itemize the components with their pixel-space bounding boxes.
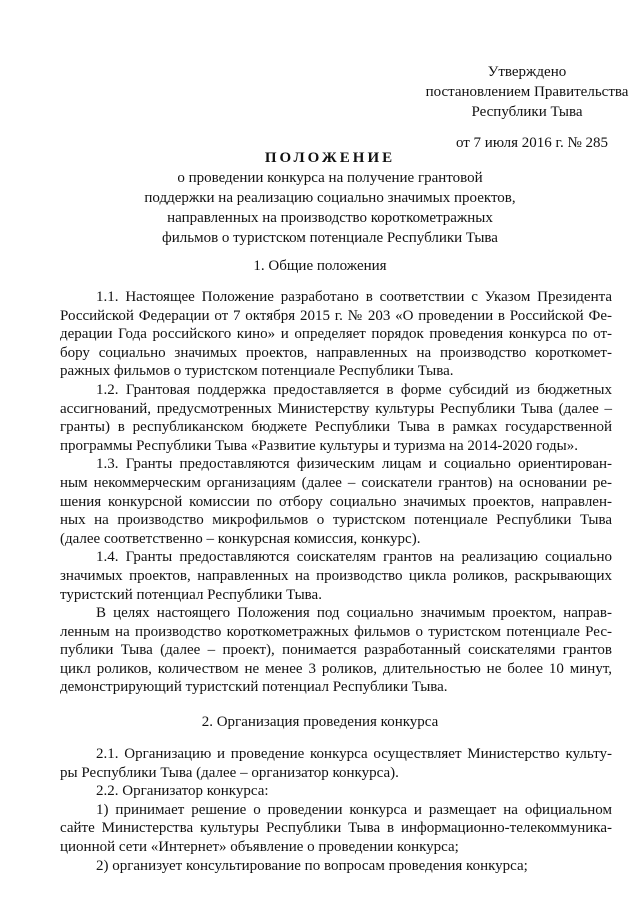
paragraph-line: ным некоммерческим организациям (далее – соискатели грантов) на основании ре- bbox=[60, 474, 612, 491]
paragraph-line: ленным на производство короткометражных фильмов о туристском потенциале Рес- bbox=[60, 623, 612, 640]
paragraph-line: ражных фильмов о туристском потенциале Республики Тыва. bbox=[60, 363, 454, 380]
paragraph-line: В целях настоящего Положения под социально значимым проектом, направ- bbox=[96, 605, 612, 622]
paragraph-line: дерации Года российского кино» и определяет порядок проведения конкурса по от- bbox=[60, 326, 612, 343]
paragraph-line: гранты) в республиканском бюджете Республики Тыва в рамках государственной bbox=[60, 419, 612, 436]
paragraph-line: значимых проектов, направленных на производство цикла роликов, раскрывающих bbox=[60, 567, 612, 584]
paragraph-line: 2) организует консультирование по вопросам проведения конкурса; bbox=[96, 857, 528, 874]
paragraph-line: туристский потенциал Республики Тыва. bbox=[60, 586, 322, 603]
subtitle-line: направленных на производство короткометражных bbox=[167, 210, 493, 226]
paragraph-line: 1.2. Грантовая поддержка предоставляется в форме субсидий из бюджетных bbox=[96, 381, 612, 398]
document-title-block bbox=[100, 148, 560, 248]
paragraph-line: 2.1. Организацию и проведение конкурса осуществляет Министерство культу- bbox=[96, 746, 612, 762]
paragraph-line: Российской Федерации от 7 октября 2015 г. № 203 «О проведении в Российской Фе- bbox=[60, 307, 612, 324]
paragraph-line: цикл роликов, количеством не менее 3 роликов, длительностью не более 10 минут, bbox=[60, 660, 612, 677]
section-1-heading: 1. Общие положения bbox=[253, 258, 387, 274]
paragraph-line: программы Республики Тыва «Развитие культуры и туризма на 2014-2020 годы». bbox=[60, 437, 578, 454]
paragraph-line: 1.1. Настоящее Положение разработано в соответствии с Указом Президента bbox=[96, 289, 612, 305]
paragraph-line: бору социально значимых проектов, направленных на производство короткомет- bbox=[60, 344, 612, 361]
document-subtitle bbox=[100, 168, 560, 248]
section-1-body bbox=[60, 288, 612, 697]
approval-line-approved: Утверждено bbox=[487, 64, 567, 80]
approval-line-republic: Республики Тыва bbox=[471, 104, 583, 120]
paragraph-line: (далее соответственно – конкурсная комиссия, конкурс). bbox=[60, 530, 421, 547]
section-2-body bbox=[60, 745, 612, 875]
paragraph-line: ционной сети «Интернет» объявление о проведении конкурса; bbox=[60, 838, 459, 855]
paragraph-line: публики Тыва (далее – проект), понимается разработанный соискателями грантов bbox=[60, 642, 612, 659]
paragraph-line: ных на производство микрофильмов о туристском потенциале Республики Тыва bbox=[60, 512, 612, 529]
approval-line-resolution: постановлением Правительства bbox=[425, 84, 629, 100]
paragraph-line: демонстрирующий туристский потенциал Республики Тыва. bbox=[60, 679, 448, 696]
subtitle-line: поддержки на реализацию социально значимых проектов, bbox=[144, 190, 516, 206]
subtitle-line: о проведении конкурса на получение грантовой bbox=[177, 170, 483, 186]
paragraph-line: ры Республики Тыва (далее – организатор конкурса). bbox=[60, 764, 399, 781]
paragraph-line: 1.4. Гранты предоставляются соискателям грантов на реализацию социально bbox=[96, 549, 612, 566]
subtitle-line: фильмов о туристском потенциале Республики Тыва bbox=[162, 230, 498, 246]
section-2-heading: 2. Организация проведения конкурса bbox=[201, 714, 439, 730]
approval-date: от 7 июля 2016 г. № 285 bbox=[455, 135, 609, 151]
paragraph-line: шения конкурсной комиссии по отбору социально значимых проектов, направлен- bbox=[60, 493, 612, 510]
paragraph-line: 1) принимает решение о проведении конкурса и размещает на официальном bbox=[96, 801, 612, 818]
paragraph-line: сайте Министерства культуры Республики Тыва в информационно-телекоммуника- bbox=[60, 820, 612, 837]
approval-stamp bbox=[422, 62, 632, 153]
paragraph-line: ассигнований, предусмотренных Министерству культуры Республики Тыва (далее – bbox=[60, 400, 612, 417]
document-title: ПОЛОЖЕНИЕ bbox=[264, 150, 396, 166]
paragraph-line: 2.2. Организатор конкурса: bbox=[96, 783, 269, 800]
paragraph-line: 1.3. Гранты предоставляются физическим лицам и социально ориентирован- bbox=[96, 456, 612, 473]
